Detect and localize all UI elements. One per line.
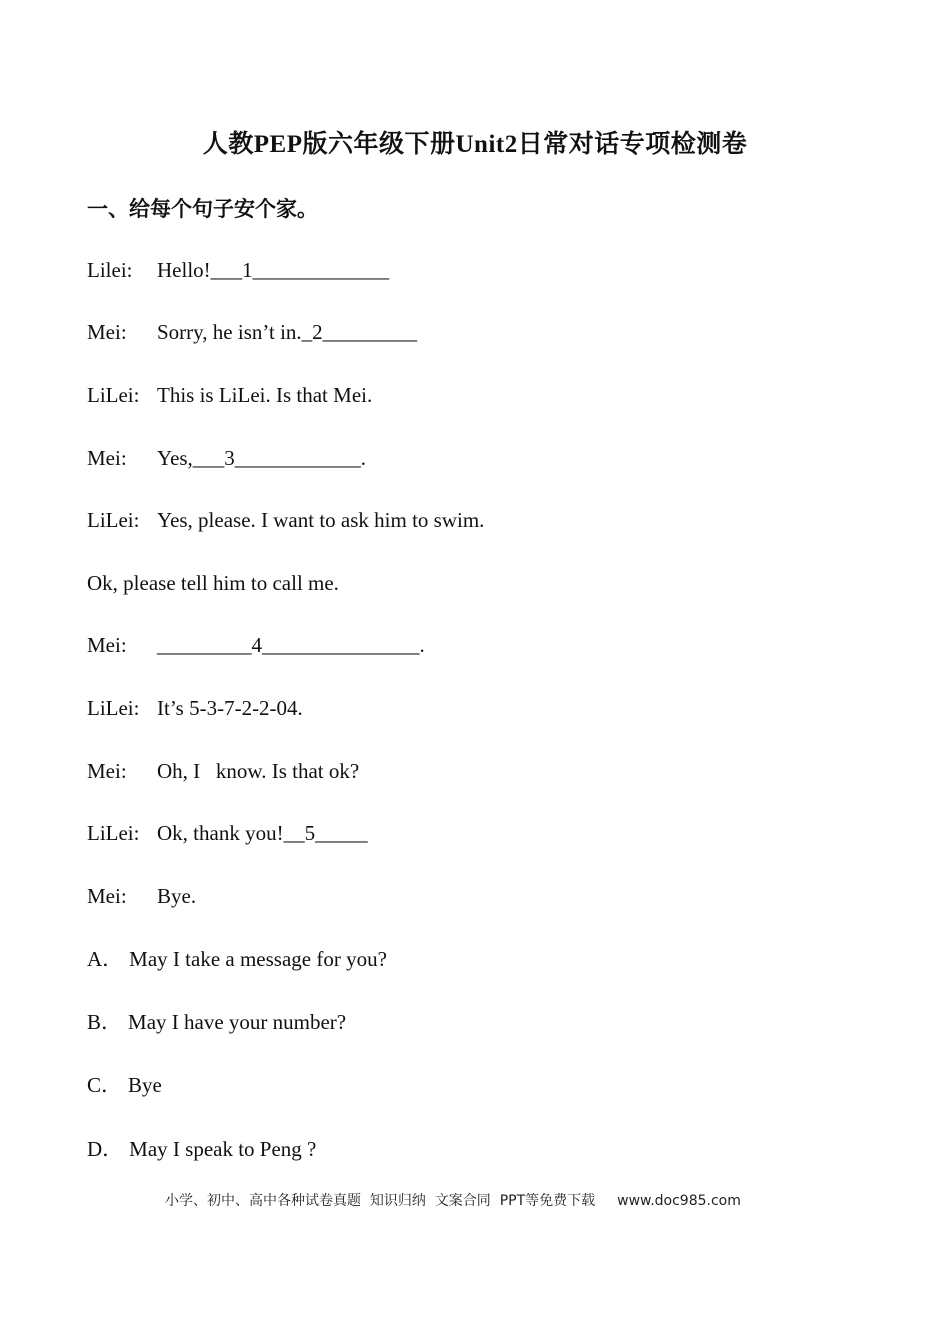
line-text: Yes,___3____________. [157, 446, 367, 470]
option-text: May I have your number? [128, 1010, 347, 1034]
line-text: Hello!___1_____________ [157, 258, 390, 282]
dialogue-line-6 [87, 569, 339, 597]
speaker: LiLei: [87, 508, 140, 532]
dialogue-line-8 [87, 694, 303, 722]
line-text: Yes, please. I want to ask him to swim. [157, 508, 485, 532]
section-heading: 一、给每个句子安个家。 [87, 197, 318, 221]
line-text: Oh, I know. Is that ok? [157, 759, 360, 783]
option-c [87, 1071, 162, 1099]
line-text: Sorry, he isn’t in._2_________ [157, 320, 418, 344]
speaker: Lilei: [87, 258, 133, 282]
dialogue-line-5 [87, 506, 484, 534]
option-label: B． [87, 1010, 123, 1034]
option-label: A． [87, 947, 124, 971]
page-footer [165, 1190, 741, 1210]
option-label: D． [87, 1137, 124, 1161]
option-text: Bye [128, 1073, 162, 1097]
dialogue-line-10 [87, 819, 368, 847]
speaker: Mei: [87, 446, 127, 470]
speaker: Mei: [87, 759, 127, 783]
line-text: Bye. [157, 884, 197, 908]
option-text: May I take a message for you? [129, 947, 387, 971]
speaker: Mei: [87, 320, 127, 344]
option-a [87, 945, 387, 973]
speaker: LiLei: [87, 383, 140, 407]
dialogue-line-3 [87, 381, 372, 409]
footer-text: 小学、初中、高中各种试卷真题 知识归纳 文案合同 PPT等免费下载 [165, 1193, 596, 1209]
option-d [87, 1135, 316, 1163]
speaker: Mei: [87, 884, 127, 908]
speaker: LiLei: [87, 696, 140, 720]
dialogue-line-9 [87, 757, 359, 785]
line-text: Ok, please tell him to call me. [87, 571, 339, 595]
footer-url: www.doc985.com [617, 1193, 741, 1209]
option-b [87, 1008, 346, 1036]
option-text: May I speak to Peng ? [129, 1137, 317, 1161]
option-label: C． [87, 1073, 123, 1097]
line-text: It’s 5-3-7-2-2-04. [157, 696, 303, 720]
dialogue-line-7 [87, 631, 425, 659]
dialogue-line-2 [87, 318, 417, 346]
page-title: 人教PEP版六年级下册Unit2日常对话专项检测卷 [202, 131, 748, 158]
dialogue-line-11 [87, 882, 196, 910]
line-text: Ok, thank you!__5_____ [157, 821, 368, 845]
dialogue-line-4 [87, 444, 366, 472]
dialogue-line-1 [87, 256, 389, 284]
line-text: This is LiLei. Is that Mei. [157, 383, 373, 407]
speaker: Mei: [87, 633, 127, 657]
line-text: _________4_______________. [157, 633, 425, 657]
speaker: LiLei: [87, 821, 140, 845]
